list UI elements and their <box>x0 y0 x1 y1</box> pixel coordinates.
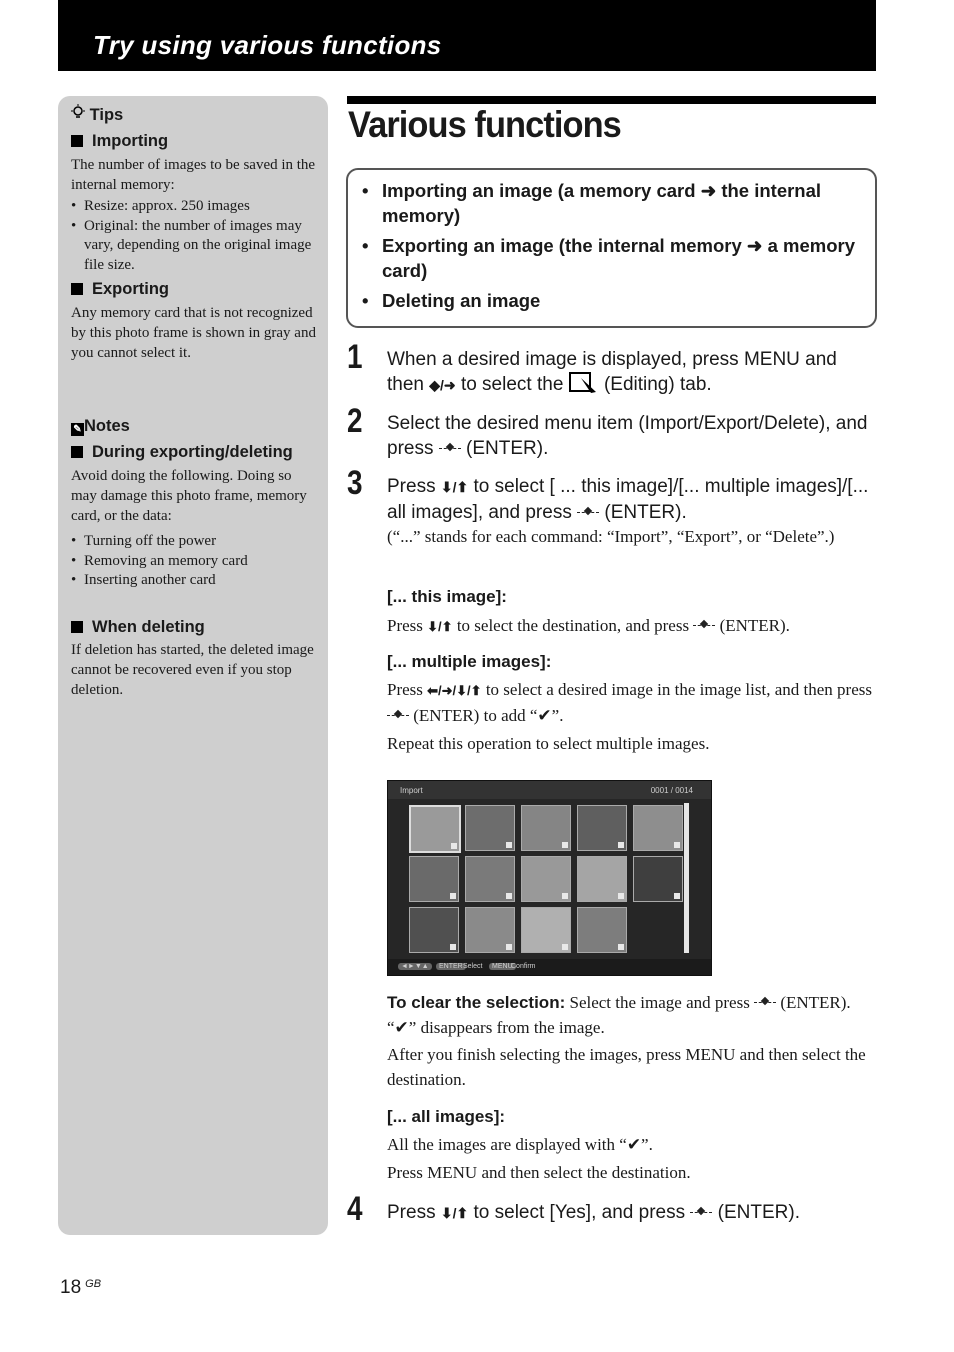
square-bullet-icon <box>71 283 83 295</box>
thumbnail <box>577 805 627 851</box>
notes-icon: ✎ <box>71 423 84 436</box>
thumbnail <box>465 907 515 953</box>
four-way-arrows-icon: ⬅/➜/⬇/⬆ <box>427 683 482 698</box>
step-4-text: Press ⬇/⬆ to select [Yes], and press (ENTER). <box>387 1202 800 1223</box>
thumbnail <box>409 805 461 853</box>
deleting-text: If deletion has started, the deleted image cannot be recovered even if you stop deletion. <box>71 642 314 698</box>
summary-item-deleting: • Deleting an image <box>362 288 867 313</box>
device-scrollbar <box>684 803 689 953</box>
enter-button-icon <box>439 441 461 455</box>
down-up-arrows-icon: ⬇/⬆ <box>427 619 453 634</box>
importing-list <box>71 197 319 275</box>
multiple-images-text: Press ⬅/➜/⬇/⬆ to select a desired image in the image list, and then press (ENTER) to add “✔”. <box>387 680 872 725</box>
device-menu-key: MENU <box>489 963 516 970</box>
all-images-heading: [... all images]: <box>387 1107 506 1126</box>
square-bullet-icon <box>71 621 83 633</box>
thumbnail <box>465 856 515 902</box>
clear-selection-after: After you finish selecting the images, press MENU and then select the destination. <box>387 1045 866 1089</box>
device-counter: 0001 / 0014 <box>650 786 693 795</box>
device-thumbnail-grid <box>409 803 689 953</box>
multiple-images-repeat: Repeat this operation to select multiple images. <box>387 734 710 753</box>
step-number-4: 4 <box>347 1190 363 1228</box>
page-title: Various functions <box>348 104 621 145</box>
square-bullet-icon <box>71 446 83 458</box>
device-enter-key: ENTER <box>436 963 466 970</box>
during-list <box>71 532 319 591</box>
step-number-1: 1 <box>347 338 363 376</box>
exporting-text: Any memory card that is not recognized by this photo frame is shown in gray and you cannot select it. <box>71 305 316 361</box>
importing-heading: Importing <box>71 131 319 151</box>
thumbnail <box>633 856 683 902</box>
this-image-heading: [... this image]: <box>387 587 507 606</box>
down-up-arrows-icon: ⬇/⬆ <box>440 1205 469 1221</box>
device-bottom-bar <box>388 959 711 975</box>
step-3-text: Press ⬇/⬆ to select [ ... this image]/[... multiple images]/[... all images], and press (ENTER). <box>387 476 869 523</box>
this-image-text: Press ⬇/⬆ to select the destination, and press (ENTER). <box>387 616 790 635</box>
step-number-3: 3 <box>347 464 363 502</box>
left-right-arrows-icon: ◆/➜ <box>429 377 456 393</box>
device-select-label: Select <box>463 963 483 970</box>
thumbnail <box>521 805 571 851</box>
section-title: Try using various functions <box>93 30 442 60</box>
enter-button-icon <box>693 618 715 632</box>
header-band <box>58 0 876 71</box>
enter-button-icon <box>387 708 409 722</box>
list-item: • Removing an memory card <box>71 552 319 572</box>
summary-item-exporting: • Exporting an image (the internal memory ➜ a memory card) <box>362 233 867 283</box>
during-text: Avoid doing the following. Doing so may damage this photo frame, memory card, or the data: <box>71 468 307 524</box>
enter-button-icon <box>690 1205 712 1219</box>
thumbnail <box>465 805 515 851</box>
device-top-bar <box>388 781 711 799</box>
list-item: • Original: the number of images may vary, depending on the original image file size. <box>71 217 319 276</box>
all-images-text-b: Press MENU and then select the destination. <box>387 1163 691 1182</box>
thumbnail <box>409 856 459 902</box>
enter-button-icon <box>577 505 599 519</box>
notes-heading: ✎ Notes <box>71 416 319 436</box>
summary-list <box>362 178 867 318</box>
device-screen-image <box>387 780 712 976</box>
during-heading: During exporting/deleting <box>71 442 319 462</box>
summary-item-importing: • Importing an image (a memory card ➜ the internal memory) <box>362 178 867 228</box>
tips-heading: Tips <box>71 104 319 125</box>
step-3-note: (“...” stands for each command: “Import”, “Export”, or “Delete”.) <box>387 527 835 546</box>
editing-tab-icon <box>569 372 599 394</box>
thumbnail <box>521 907 571 953</box>
thumbnail <box>521 856 571 902</box>
deleting-heading: When deleting <box>71 617 319 637</box>
device-arrows-icon: ◄►▼▲ <box>398 963 432 970</box>
all-images-text-a: All the images are displayed with “✔”. <box>387 1135 653 1154</box>
thumbnail <box>633 805 683 851</box>
title-rule <box>347 96 876 104</box>
list-item: • Resize: approx. 250 images <box>71 197 319 217</box>
summary-box <box>346 168 877 328</box>
step-number-2: 2 <box>347 402 363 440</box>
enter-button-icon <box>754 995 776 1009</box>
list-item: • Inserting another card <box>71 571 319 591</box>
device-confirm-label: Confirm <box>511 963 536 970</box>
thumbnail <box>577 907 627 953</box>
clear-selection-text: To clear the selection: Select the image and press (ENTER). “✔” disappears from the image. <box>387 993 851 1037</box>
sidebar-tips-notes <box>58 96 328 1235</box>
step-1-text: When a desired image is displayed, press MENU and then ◆/➜ to select the (Editing) tab. <box>387 349 837 395</box>
thumbnail <box>577 856 627 902</box>
multiple-images-heading: [... multiple images]: <box>387 652 552 671</box>
square-bullet-icon <box>71 135 83 147</box>
down-up-arrows-icon: ⬇/⬆ <box>440 479 469 495</box>
importing-text: The number of images to be saved in the internal memory: <box>71 157 316 193</box>
step-2-text: Select the desired menu item (Import/Export/Delete), and press (ENTER). <box>387 413 868 459</box>
device-import-label: Import <box>400 786 423 795</box>
thumbnail <box>409 907 459 953</box>
exporting-heading: Exporting <box>71 279 319 299</box>
lightbulb-icon <box>71 104 85 125</box>
list-item: • Turning off the power <box>71 532 319 552</box>
page-number: 18 $^{GB}$ <box>60 1277 102 1298</box>
